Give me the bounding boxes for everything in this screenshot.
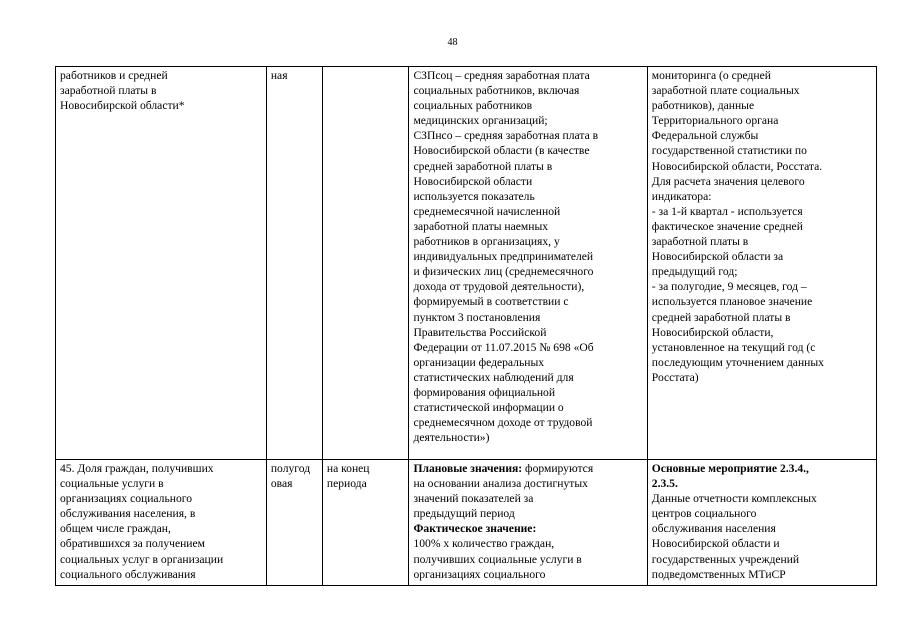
text-line: общем числе граждан, xyxy=(60,522,171,536)
text-line: 45. Доля граждан, получивших xyxy=(60,462,214,475)
text-line: Росстата) xyxy=(651,370,699,384)
text-line: Для расчета значения целевого xyxy=(651,174,805,188)
text-line: Новосибирской области, Росстата. xyxy=(651,159,823,173)
text-line: мониторинга (о средней xyxy=(651,69,771,82)
text-line: медицинских организаций; xyxy=(413,114,548,128)
text-line: социального обслуживания xyxy=(60,567,196,581)
text-line: Новосибирской области* xyxy=(60,99,185,113)
text-line: получивших социальные услуги в xyxy=(413,552,582,566)
periodicity-cell xyxy=(266,67,322,460)
text-line: средней заработной платы в xyxy=(413,159,553,173)
plan-label: Плановые значения: xyxy=(413,462,523,475)
text-line: средней заработной платы в xyxy=(651,310,791,324)
text-line: обслуживания населения, в xyxy=(60,507,196,521)
text-line: работников), данные xyxy=(651,99,755,113)
plan-line xyxy=(413,461,642,476)
text-line: обслуживания населения xyxy=(651,522,776,536)
text-line: организациях социального xyxy=(413,567,546,581)
page-number: 48 xyxy=(447,37,458,48)
text-line: статистических наблюдений для xyxy=(413,370,574,384)
source-cell xyxy=(647,460,876,586)
indicator-table xyxy=(55,66,877,586)
text-line: заработной платы в xyxy=(60,84,157,98)
text-line: последующим уточнением данных xyxy=(651,355,824,369)
text-line: социальных работников xyxy=(413,99,533,113)
text-line: фактическое значение средней xyxy=(651,219,803,233)
text-line: СЗПсоц – средняя заработная плата xyxy=(413,69,590,82)
text-line: Новосибирской области, xyxy=(651,325,774,339)
text-line: статистической информации о xyxy=(413,401,564,415)
text-line: социальных работников, включая xyxy=(413,84,580,98)
text-line: полугод xyxy=(270,462,311,475)
text-line: на конец xyxy=(326,462,370,475)
text-line: Новосибирской области (в качестве xyxy=(413,144,590,158)
text-line: работников и средней xyxy=(60,69,168,82)
text-line: формируемый в соответствии с xyxy=(413,295,569,309)
text-line: среднемесячном доходе от трудовой xyxy=(413,416,593,430)
text-line: периода xyxy=(326,477,367,491)
text-line: заработной платы в xyxy=(651,235,749,249)
text-line: предыдущий год; xyxy=(651,265,738,279)
text-line: заработной плате социальных xyxy=(651,84,800,98)
text-line: Правительства Российской xyxy=(413,325,547,339)
text-line: используется показатель xyxy=(413,189,535,203)
text-line: овая xyxy=(270,477,293,491)
table-row xyxy=(56,460,877,586)
text-line: Данные отчетности комплексных xyxy=(651,492,817,506)
text-line: Новосибирской области и xyxy=(651,537,780,551)
text-line: организациях социального xyxy=(60,492,193,506)
text-line: центров социального xyxy=(651,507,757,521)
text-line: государственной статистики по xyxy=(651,144,807,158)
text-line: используется плановое значение xyxy=(651,295,813,309)
text-line: предыдущий период xyxy=(413,507,515,521)
text-line: Новосибирской области xyxy=(413,174,533,188)
text-line: заработной платы наемных xyxy=(413,219,549,233)
text-line: СЗПнсо – средняя заработная плата в xyxy=(413,129,599,143)
text-line: организации федеральных xyxy=(413,355,545,369)
text-line: формирования официальной xyxy=(413,385,556,399)
text-line: - за полугодие, 9 месяцев, год – xyxy=(651,280,807,294)
text-line: пунктом 3 постановления xyxy=(413,310,541,324)
text-line: ная xyxy=(270,69,288,82)
text-line: государственных учреждений xyxy=(651,552,800,566)
measures-title: 2.3.5. xyxy=(651,477,678,491)
text-line: Федеральной службы xyxy=(651,129,759,143)
text-line: работников в организациях, у xyxy=(413,235,560,249)
text-line: 100% х количество граждан, xyxy=(413,537,555,551)
measures-title: Основные мероприятие 2.3.4., xyxy=(651,462,809,475)
text-line: на основании анализа достигнутых xyxy=(413,477,588,491)
text-line: Новосибирской области за xyxy=(651,250,784,264)
text-line: дохода от трудовой деятельности), xyxy=(413,280,585,294)
text-line: среднемесячной начисленной xyxy=(413,204,561,218)
text-line: социальных услуг в организации xyxy=(60,552,224,566)
text-line: установленное на текущий год (с xyxy=(651,340,816,354)
text-line: подведомственных МТиСР xyxy=(651,567,786,581)
indicator-cell xyxy=(56,67,267,460)
plan-text: формируются xyxy=(522,462,594,475)
timing-cell xyxy=(322,460,409,586)
text-line: Территориального органа xyxy=(651,114,779,128)
text-line: обратившихся за получением xyxy=(60,537,205,551)
text-line: и физических лиц (среднемесячного xyxy=(413,265,594,279)
method-cell xyxy=(409,67,647,460)
text-line: социальные услуги в xyxy=(60,477,164,491)
timing-cell xyxy=(322,67,409,460)
source-cell xyxy=(647,67,876,460)
method-cell xyxy=(409,460,647,586)
text-line: индикатора: xyxy=(651,189,712,203)
text-line: деятельности») xyxy=(413,431,490,445)
text-line: значений показателей за xyxy=(413,492,534,506)
text-line: индивидуальных предпринимателей xyxy=(413,250,594,264)
text-line: Федерации от 11.07.2015 № 698 «Об xyxy=(413,340,594,354)
text-line: - за 1-й квартал - используется xyxy=(651,204,803,218)
table-row xyxy=(56,67,877,460)
fact-label: Фактическое значение: xyxy=(413,522,537,536)
periodicity-cell xyxy=(266,460,322,586)
indicator-cell xyxy=(56,460,267,586)
